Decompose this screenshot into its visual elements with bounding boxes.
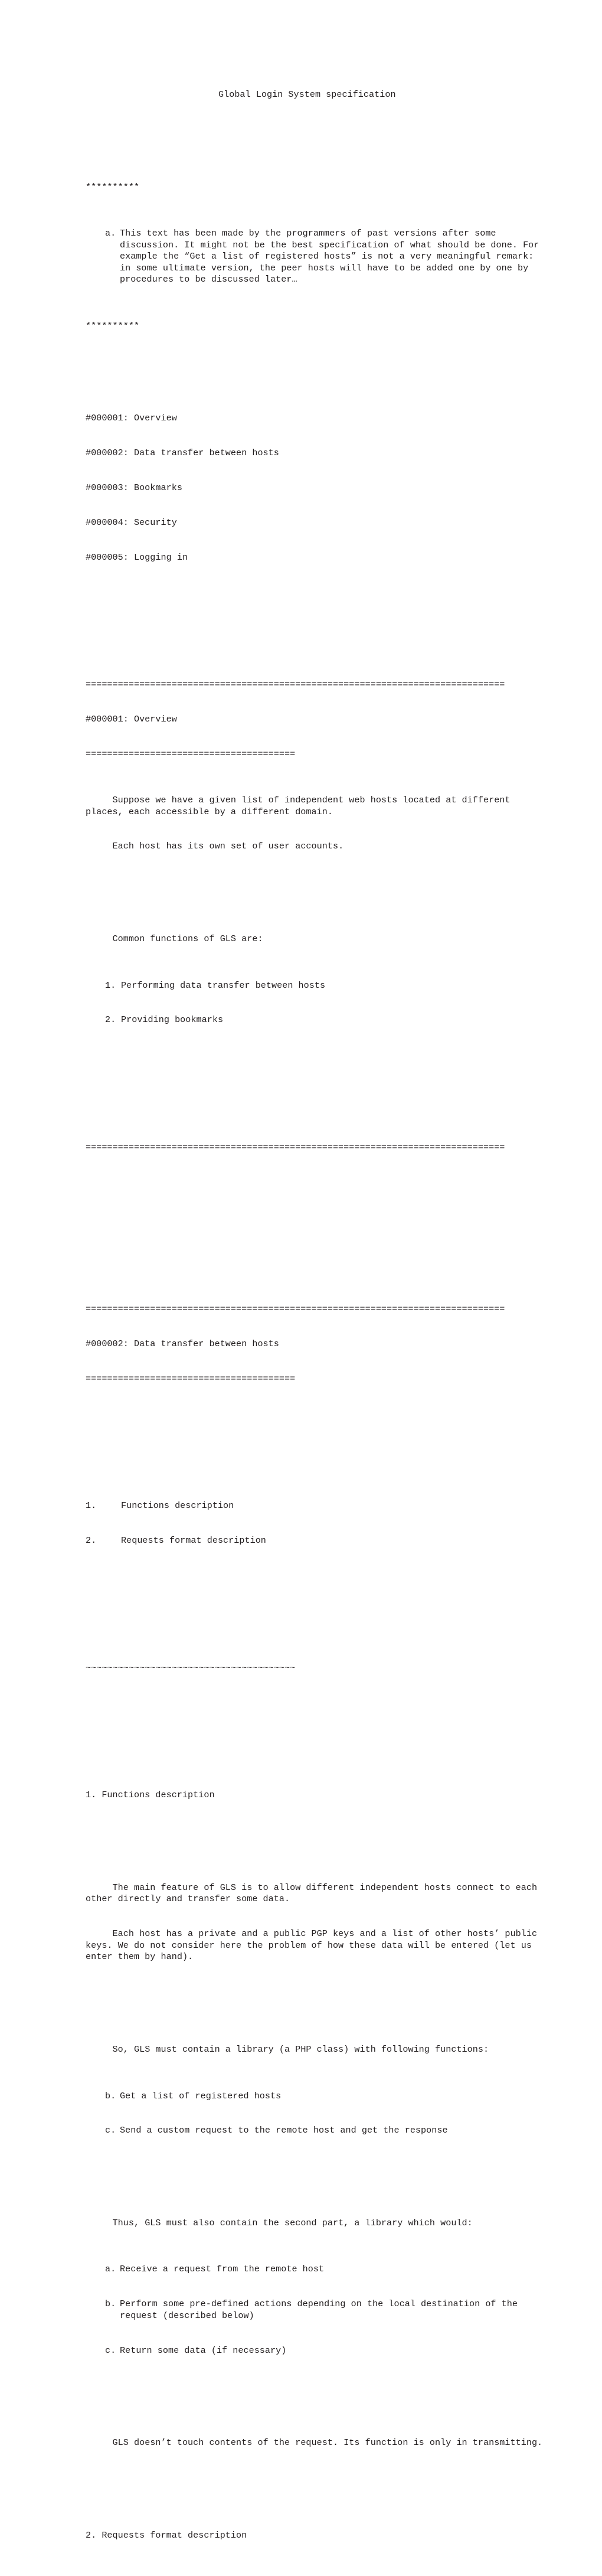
section-two-rule-above: ============================================================================== [86,1304,505,1315]
spacer [86,1454,545,1466]
list-item-text: Functions description [121,1500,234,1511]
section-two-paragraph-1: The main feature of GLS is to allow different independent hosts connect to each other directly and transfer some data. [86,1882,543,1905]
section-two-paragraph-2: Each host has a private and a public PGP keys and a list of other hosts’ public keys. We do not consider here the problem of how these data will be entered (let us enter them by hand). [86,1928,543,1963]
list-marker: 2. [86,1535,97,1546]
spacer [86,1061,545,1073]
client-library-function-item [86,2125,545,2137]
toc-entry-5: #000005: Logging in [86,551,188,563]
list-item-text: Providing bookmarks [121,1014,224,1026]
section-one-closing-rule: ============================================================================== [86,1141,505,1152]
section-two-heading: #000002: Data transfer between hosts [86,1338,279,1349]
spacer [86,1223,545,1235]
list-item-text: Perform some pre-defined actions depending on the local destination of the request (described below) [120,2299,524,2321]
spacer [86,1998,545,2010]
section-one-paragraph-1: Suppose we have a given list of independent web hosts located at different places, each accessible by a different domain. [86,795,516,817]
star-separator-bottom: ********** [86,320,140,331]
spacer [86,1616,545,1628]
client-library-function-item [86,2091,545,2102]
list-item-text: Get a list of registered hosts [120,2090,282,2101]
spacer [86,1836,545,1847]
spacer [86,1095,545,1107]
spacer [86,2484,545,2496]
section-two-paragraph-3: So, GLS must contain a library (a PHP class) with following functions: [86,2044,489,2055]
section-two-outline-item [86,1500,545,1512]
star-separator-top: ********** [86,181,140,192]
section-one-rule-below: ======================================= [86,748,296,759]
spacer [86,598,545,610]
list-marker: b. [105,2090,116,2101]
spacer [86,1419,545,1431]
page-title: Global Login System specification [218,89,396,100]
toc-entry-4: #000004: Security [86,517,177,528]
tilde-separator: ~~~~~~~~~~~~~~~~~~~~~~~~~~~~~~~~~~~~~~~ [86,1662,296,1673]
spacer [86,1581,545,1593]
section-one-heading: #000001: Overview [86,713,177,724]
spacer [86,2391,545,2403]
server-library-function-item [86,2345,545,2357]
list-marker: c. [105,2345,116,2356]
section-one-paragraph-3: Common functions of GLS are: [86,933,263,945]
section-one-paragraph-2: Each host has its own set of user accounts. [86,841,344,852]
document-body [86,54,545,2576]
subsection-one-heading: 1. Functions description [86,1790,215,1801]
overview-function-item [86,980,545,992]
spacer [86,1709,545,1720]
toc-entry-3: #000003: Bookmarks [86,482,182,493]
list-item-text: Performing data transfer between hosts [121,980,326,991]
list-item-text: This text has been made by the programmers of past versions after some discussion. It might not be the best specification of what should be done. For example the “Get a list of registered hosts” is not a very meaningful remark: in some ultimate version, the peer hosts will have to be added one by one by procedures to be discussed later… [120,227,545,285]
list-item-text: Receive a request from the remote host [120,2264,325,2275]
toc-entry-1: #000001: Overview [86,413,177,424]
subsection-two-heading: 2. Requests format description [86,2530,247,2541]
spacer [86,367,545,378]
section-two-paragraph-5: GLS doesn’t touch contents of the request. Its function is only in transmitting. [86,2437,543,2448]
server-library-function-item [86,2299,545,2322]
list-item-text: Requests format description [121,1535,266,1546]
list-marker: a. [105,2264,116,2275]
list-marker: b. [105,2299,116,2310]
spacer [86,633,545,645]
list-marker: 1. [86,1500,97,1511]
section-two-paragraph-4: Thus, GLS must also contain the second part, a library which would: [86,2218,473,2229]
list-marker: a. [105,227,116,239]
section-two-outline-item [86,1535,545,1547]
spacer [86,1258,545,1269]
spacer [86,887,545,899]
section-two-rule-below: ======================================= [86,1373,296,1384]
spacer [86,135,545,147]
list-item-text: Send a custom request to the remote host and get the response [120,2125,448,2136]
list-marker: c. [105,2125,116,2136]
toc-entry-2: #000002: Data transfer between hosts [86,448,279,459]
note-list-item [86,228,545,286]
section-one-rule-above: ============================================================================== [86,679,505,690]
spacer [86,2172,545,2183]
spacer [86,1744,545,1755]
list-marker: 2. [105,1014,116,1026]
server-library-function-item [86,2264,545,2275]
list-item-text: Return some data (if necessary) [120,2345,287,2356]
list-marker: 1. [105,980,116,991]
overview-function-item [86,1014,545,1026]
spacer [86,1188,545,1200]
